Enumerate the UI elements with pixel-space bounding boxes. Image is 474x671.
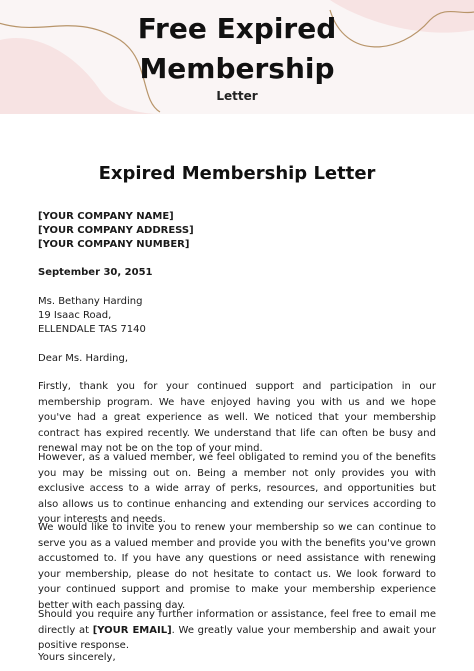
- company-name: [YOUR COMPANY NAME]: [38, 211, 174, 222]
- company-address: [YOUR COMPANY ADDRESS]: [38, 225, 194, 236]
- paragraph-3: We would like to invite you to renew your membership so we can continue to serve you as a valued member and provide you with the benefits you've grown accustomed to. If you have any questions or need assistance with renewing your membership, please do not hesitate to contact us. We look forward to your continued support and promise to make your membership experience better with each passing day.: [38, 522, 436, 611]
- paragraph-2: However, as a valued member, we feel obligated to remind you of the benefits you may be missing out on. Being a member not only provides you with exclusive access to a wide array of perks, resources, and opportunities but also allows us to continue enhancing and extending our services according to your interests and needs.: [38, 452, 436, 525]
- email-placeholder: [YOUR EMAIL]: [92, 624, 172, 636]
- company-number: [YOUR COMPANY NUMBER]: [38, 239, 190, 250]
- letter-date: September 30, 2051: [38, 267, 153, 278]
- banner-subtitle: Letter: [216, 89, 258, 103]
- paragraph-4-prefix: Should you require any further information or assistance, feel free to email me directly at: [38, 609, 436, 636]
- banner-title-line1: Free Expired: [137, 12, 337, 45]
- header-banner: [0, 0, 474, 114]
- recipient-city: ELLENDALE TAS 7140: [38, 324, 146, 335]
- closing: Yours sincerely,: [38, 652, 116, 663]
- letter-title: Expired Membership Letter: [98, 163, 376, 184]
- salutation: Dear Ms. Harding,: [38, 353, 129, 364]
- paragraph-1: Firstly, thank you for your continued support and participation in our membership program. We have enjoyed having you with us and we hope you've had a great experience as well. We noticed that your membership contract has expired recently. We understand that life can often be busy and renewal may not be on the top of your mind.: [38, 381, 436, 454]
- recipient-street: 19 Isaac Road,: [38, 310, 112, 321]
- paragraph-4: [38, 607, 436, 654]
- recipient-name: Ms. Bethany Harding: [38, 296, 143, 307]
- banner-title-line2: Membership: [139, 52, 335, 85]
- paragraph-4-suffix: . We greatly value your membership and await your positive response.: [38, 624, 436, 651]
